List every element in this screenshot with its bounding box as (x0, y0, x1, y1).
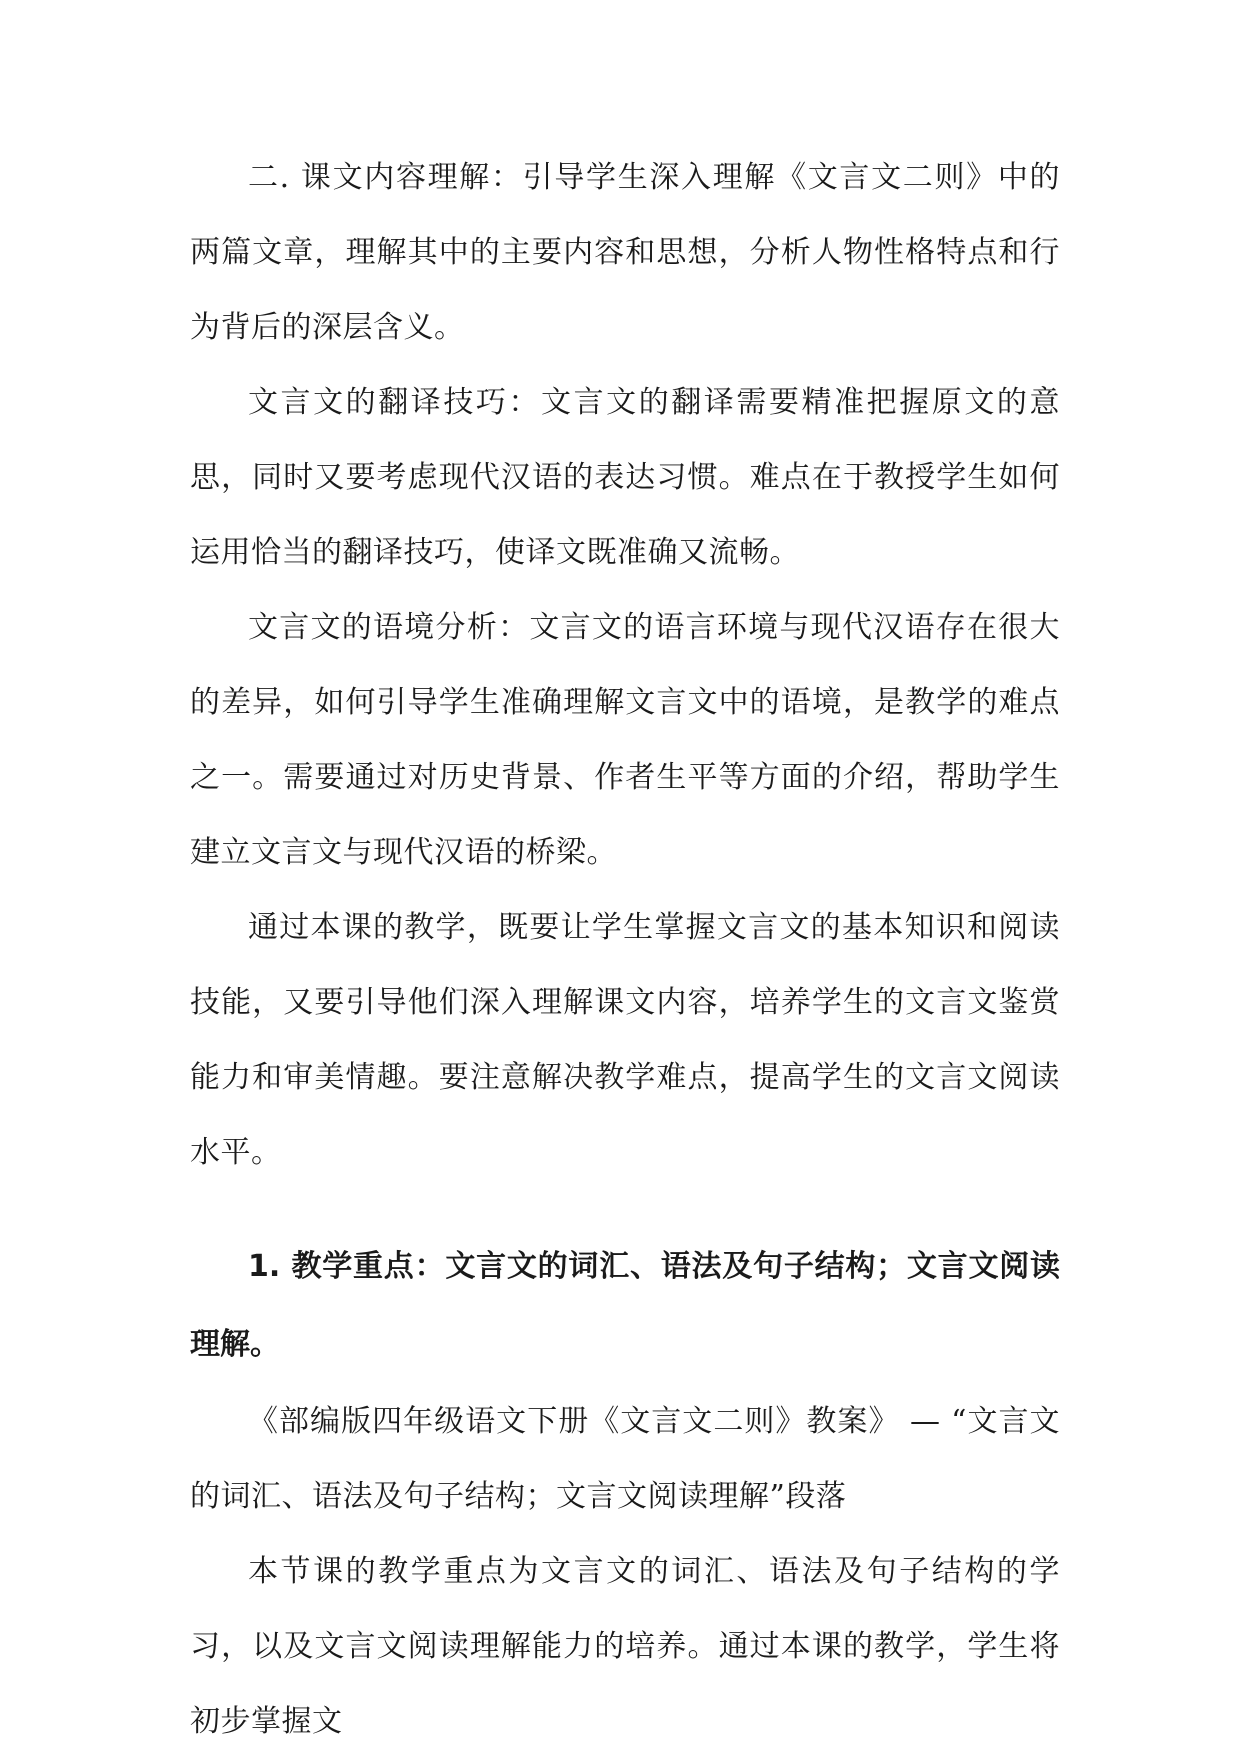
paragraph-translation-skills: 文言文的翻译技巧：文言文的翻译需要精准把握原文的意思，同时又要考虑现代汉语的表达习惯。难点在于教授学生如何运用恰当的翻译技巧，使译文既准确又流畅。 (190, 385, 1060, 570)
document-page (190, 140, 1060, 1759)
paragraph-context-analysis: 文言文的语境分析：文言文的语言环境与现代汉语存在很大的差异，如何引导学生准确理解文言文中的语境，是教学的难点之一。需要通过对历史背景、作者生平等方面的介绍，帮助学生建立文言文与现代汉语的桥梁。 (190, 610, 1060, 870)
paragraph-course-content: 二. 课文内容理解：引导学生深入理解《文言文二则》中的两篇文章，理解其中的主要内容和思想，分析人物性格特点和行为背后的深层含义。 (190, 160, 1060, 345)
section-heading-teaching-focus: 1. 教学重点：文言文的词汇、语法及句子结构；文言文阅读理解。 (190, 1249, 1060, 1362)
paragraph-title-reference: 《部编版四年级语文下册《文言文二则》教案》 — “文言文的词汇、语法及句子结构；文言文阅读理解”段落 (190, 1404, 1060, 1514)
paragraph-teaching-focus-body: 本节课的教学重点为文言文的词汇、语法及句子结构的学习，以及文言文阅读理解能力的培养。通过本课的教学，学生将初步掌握文 (190, 1554, 1060, 1739)
paragraph-summary: 通过本课的教学，既要让学生掌握文言文的基本知识和阅读技能，又要引导他们深入理解课文内容，培养学生的文言文鉴赏能力和审美情趣。要注意解决教学难点，提高学生的文言文阅读水平。 (190, 910, 1060, 1170)
